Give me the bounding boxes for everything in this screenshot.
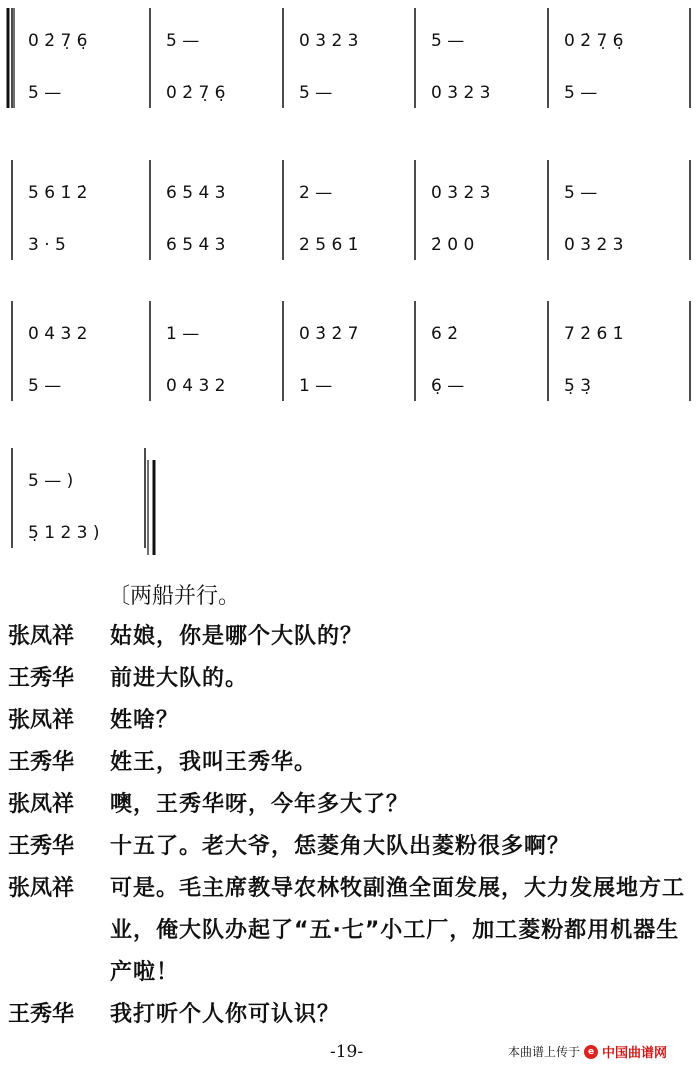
stage-direction: 〔两船并行。: [108, 584, 241, 609]
speech-text: 前进大队的。: [110, 666, 249, 691]
score-upper-voice: 6 2̇: [431, 324, 459, 344]
dialogue-line: [8, 742, 698, 784]
score-upper-voice: 6 5 4 3: [166, 183, 226, 203]
score-lower-voice: 5 —: [28, 376, 62, 396]
score-lower-voice: 5 —: [28, 83, 62, 103]
score-lower-voice: 6̣ —: [431, 376, 465, 396]
dialogue-line: [8, 826, 698, 868]
speaker-name: 王秀华: [8, 1002, 75, 1027]
score-upper-voice: 5 —: [564, 183, 598, 203]
watermark-prefix: 本曲谱上传于: [508, 1045, 581, 1059]
speaker-name: 张凤祥: [8, 876, 75, 901]
dialogue-line: [8, 616, 698, 658]
score-lower-voice: 3 · 5: [28, 235, 66, 255]
score-lower-voice: 0 4 3 2: [166, 376, 226, 396]
score-lower-voice: 0 2̇ 7̣ 6̣: [166, 83, 226, 103]
score-lower-voice: 5̣ 3̣: [564, 376, 592, 396]
speaker-name: 王秀华: [8, 750, 75, 775]
score-upper-voice: 5 —: [166, 31, 200, 51]
score-upper-voice: 0 3 2 3: [299, 31, 359, 51]
score-lower-voice: 2 5 6 1̇: [299, 235, 359, 255]
speech-text: 我打听个人你可认识？: [110, 1002, 341, 1027]
score-upper-voice: 5 —: [431, 31, 465, 51]
speaker-name: 王秀华: [8, 666, 75, 691]
score-upper-voice: 5 6 1̇ 2̇: [28, 183, 88, 203]
dialogue-line: [8, 868, 698, 994]
dialogue-section: [8, 616, 698, 1036]
score-upper-voice: 2 —: [299, 183, 333, 203]
speaker-name: 张凤祥: [8, 624, 75, 649]
speaker-name: 王秀华: [8, 834, 75, 859]
score-lower-voice: 0 3 2 3: [431, 83, 491, 103]
dialogue-line: [8, 784, 698, 826]
score-upper-voice: 7 2̇ 6 1̇: [564, 324, 624, 344]
score-upper-voice: 0 3̇ 2̇ 7: [299, 324, 359, 344]
dialogue-line: [8, 994, 698, 1036]
speech-text: 十五了。老大爷，恁菱角大队出菱粉很多啊？: [110, 834, 571, 859]
score-lower-voice: 6 5 4 3: [166, 235, 226, 255]
speech-text: 姓啥？: [110, 708, 180, 733]
score-lower-voice: 2̇ 0 0: [431, 235, 475, 255]
speech-text: 噢，王秀华呀，今年多大了？: [110, 792, 410, 817]
score-lower-voice: 5̣ 1 2 3 ): [28, 523, 100, 543]
score-upper-voice: 0 2̇ 7̣ 6̣: [28, 31, 88, 51]
speech-text: 姓王，我叫王秀华。: [110, 750, 318, 775]
logo-icon: e: [584, 1045, 598, 1059]
score-lower-voice: 0 3 2 3: [564, 235, 624, 255]
score-lower-voice: 1 —: [299, 376, 333, 396]
speech-text: 姑娘，你是哪个大队的？: [110, 624, 364, 649]
score-lower-voice: 5 —: [564, 83, 598, 103]
score-upper-voice: 0 3 2 3: [431, 183, 491, 203]
speech-text: 可是。毛主席教导农林牧副渔全面发展，大力发展地方工业，俺大队办起了“五·七”小工厂，加工菱粉都用机器生产啦！: [110, 876, 686, 985]
score-upper-voice: 5 — ): [28, 471, 74, 491]
speaker-name: 张凤祥: [8, 708, 75, 733]
watermark: [508, 1042, 667, 1061]
score-lower-voice: 5 —: [299, 83, 333, 103]
score-upper-voice: 0 2̇ 7̣ 6̣: [564, 31, 624, 51]
speaker-name: 张凤祥: [8, 792, 75, 817]
score-upper-voice: 0 4 3 2: [28, 324, 88, 344]
page-number: -19-: [330, 1042, 364, 1062]
watermark-logo: 中国曲谱网: [602, 1046, 668, 1061]
dialogue-line: [8, 658, 698, 700]
dialogue-line: [8, 700, 698, 742]
score-upper-voice: 1 —: [166, 324, 200, 344]
